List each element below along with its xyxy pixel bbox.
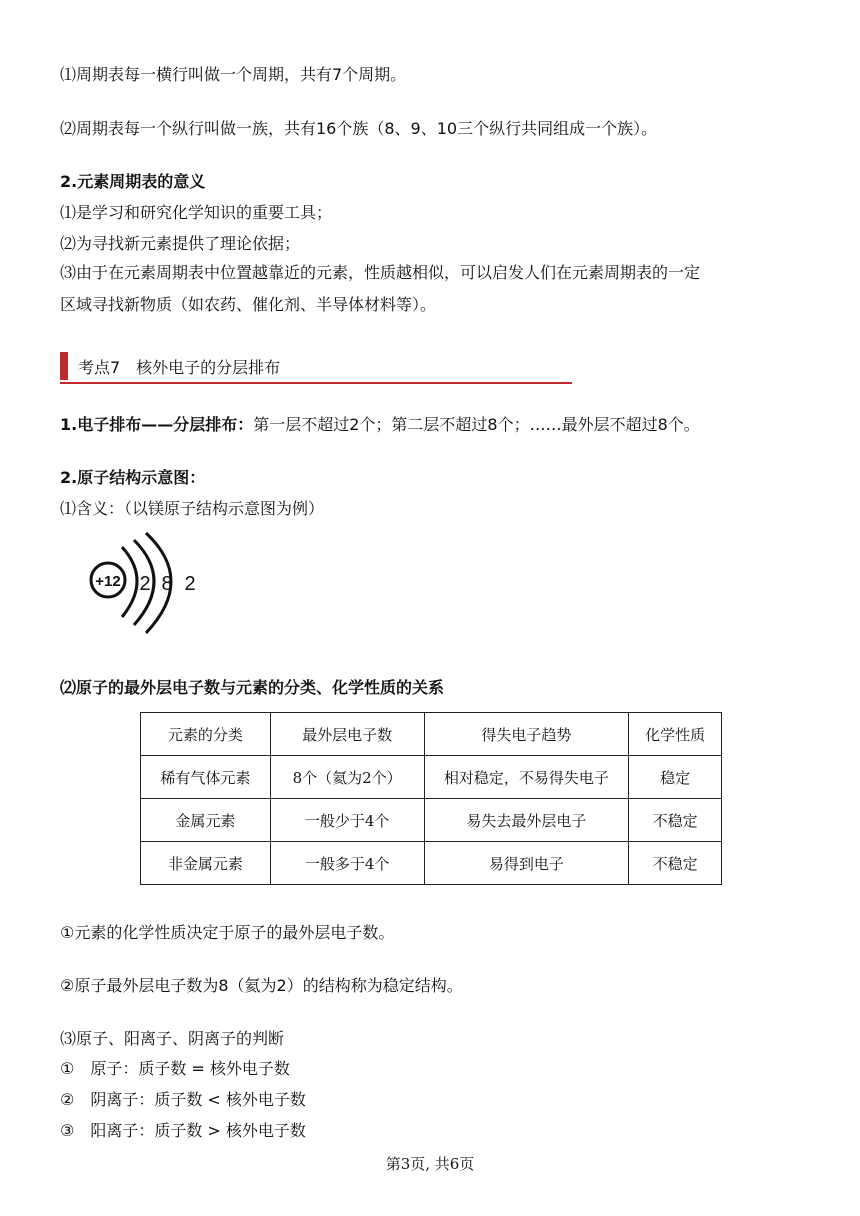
judgement-heading: ⑶原子、阳离子、阴离子的判断 [60,1029,285,1048]
table-header-row [141,713,722,756]
magnesium-atom-diagram [80,525,210,645]
judgement-item: ③ 阳离子：质子数 > 核外电子数 [60,1121,306,1140]
table-row [141,799,722,842]
table-cell: 金属元素 [141,799,271,842]
shell-electrons-1: 2 [139,573,151,595]
table-cell: 稀有气体元素 [141,756,271,799]
table-cell: 稳定 [629,756,722,799]
table-cell: 易失去最外层电子 [424,799,629,842]
group-text: ⑵周期表每一个纵行叫做一族，共有16个族（8、9、10三个纵行共同组成一个族）。 [60,119,658,138]
table-header-cell: 最外层电子数 [270,713,424,756]
judgement-item: ① 原子：质子数 = 核外电子数 [60,1059,290,1078]
significance-item: ⑵为寻找新元素提供了理论依据； [60,234,301,253]
period-text: ⑴周期表每一横行叫做一个周期，共有7个周期。 [60,65,407,84]
significance-item: 区域寻找新物质（如农药、催化剂、半导体材料等）。 [60,295,437,314]
table-cell: 不稳定 [629,842,722,885]
table-cell: 8个（氦为2个） [270,756,424,799]
table-cell: 相对稳定，不易得失电子 [424,756,629,799]
structure-meaning: ⑴含义：（以镁原子结构示意图为例） [60,499,325,518]
shell-electrons-2: 8 [161,573,173,595]
table-cell: 易得到电子 [424,842,629,885]
table-header-cell: 元素的分类 [141,713,271,756]
table-cell: 一般少于4个 [270,799,424,842]
nucleus-charge: +12 [95,573,121,590]
relation-heading: ⑵原子的最外层电子数与元素的分类、化学性质的关系 [60,678,445,697]
significance-item: ⑶由于在元素周期表中位置越靠近的元素，性质越相似，可以启发人们在元素周期表的一定 [60,263,701,282]
judgement-item: ② 阴离子：质子数 < 核外电子数 [60,1090,306,1109]
table-cell: 不稳定 [629,799,722,842]
significance-heading: 2.元素周期表的意义 [60,172,206,191]
table-row [141,842,722,885]
table-cell: 一般多于4个 [270,842,424,885]
table-cell: 非金属元素 [141,842,271,885]
table-header-cell: 化学性质 [629,713,722,756]
relation-table [140,712,722,885]
electron-arrangement [60,414,700,436]
shell-electrons-3: 2 [184,573,196,595]
arrangement-label: 1.电子排布——分层排布： [60,415,254,434]
significance-item: ⑴是学习和研究化学知识的重要工具； [60,203,333,222]
arrangement-text: 第一层不超过2个；第二层不超过8个；……最外层不超过8个。 [253,415,700,434]
structure-heading: 2.原子结构示意图： [60,468,206,487]
section-title [60,350,572,384]
note-item: ②原子最外层电子数为8（氦为2）的结构称为稳定结构。 [60,976,463,995]
section-title-text: 考点7 核外电子的分层排布 [78,358,281,377]
page-footer: 第3页, 共6页 [385,1155,475,1173]
section-marker [60,352,68,380]
table-header-cell: 得失电子趋势 [424,713,629,756]
note-item: ①元素的化学性质决定于原子的最外层电子数。 [60,923,395,942]
table-row [141,756,722,799]
